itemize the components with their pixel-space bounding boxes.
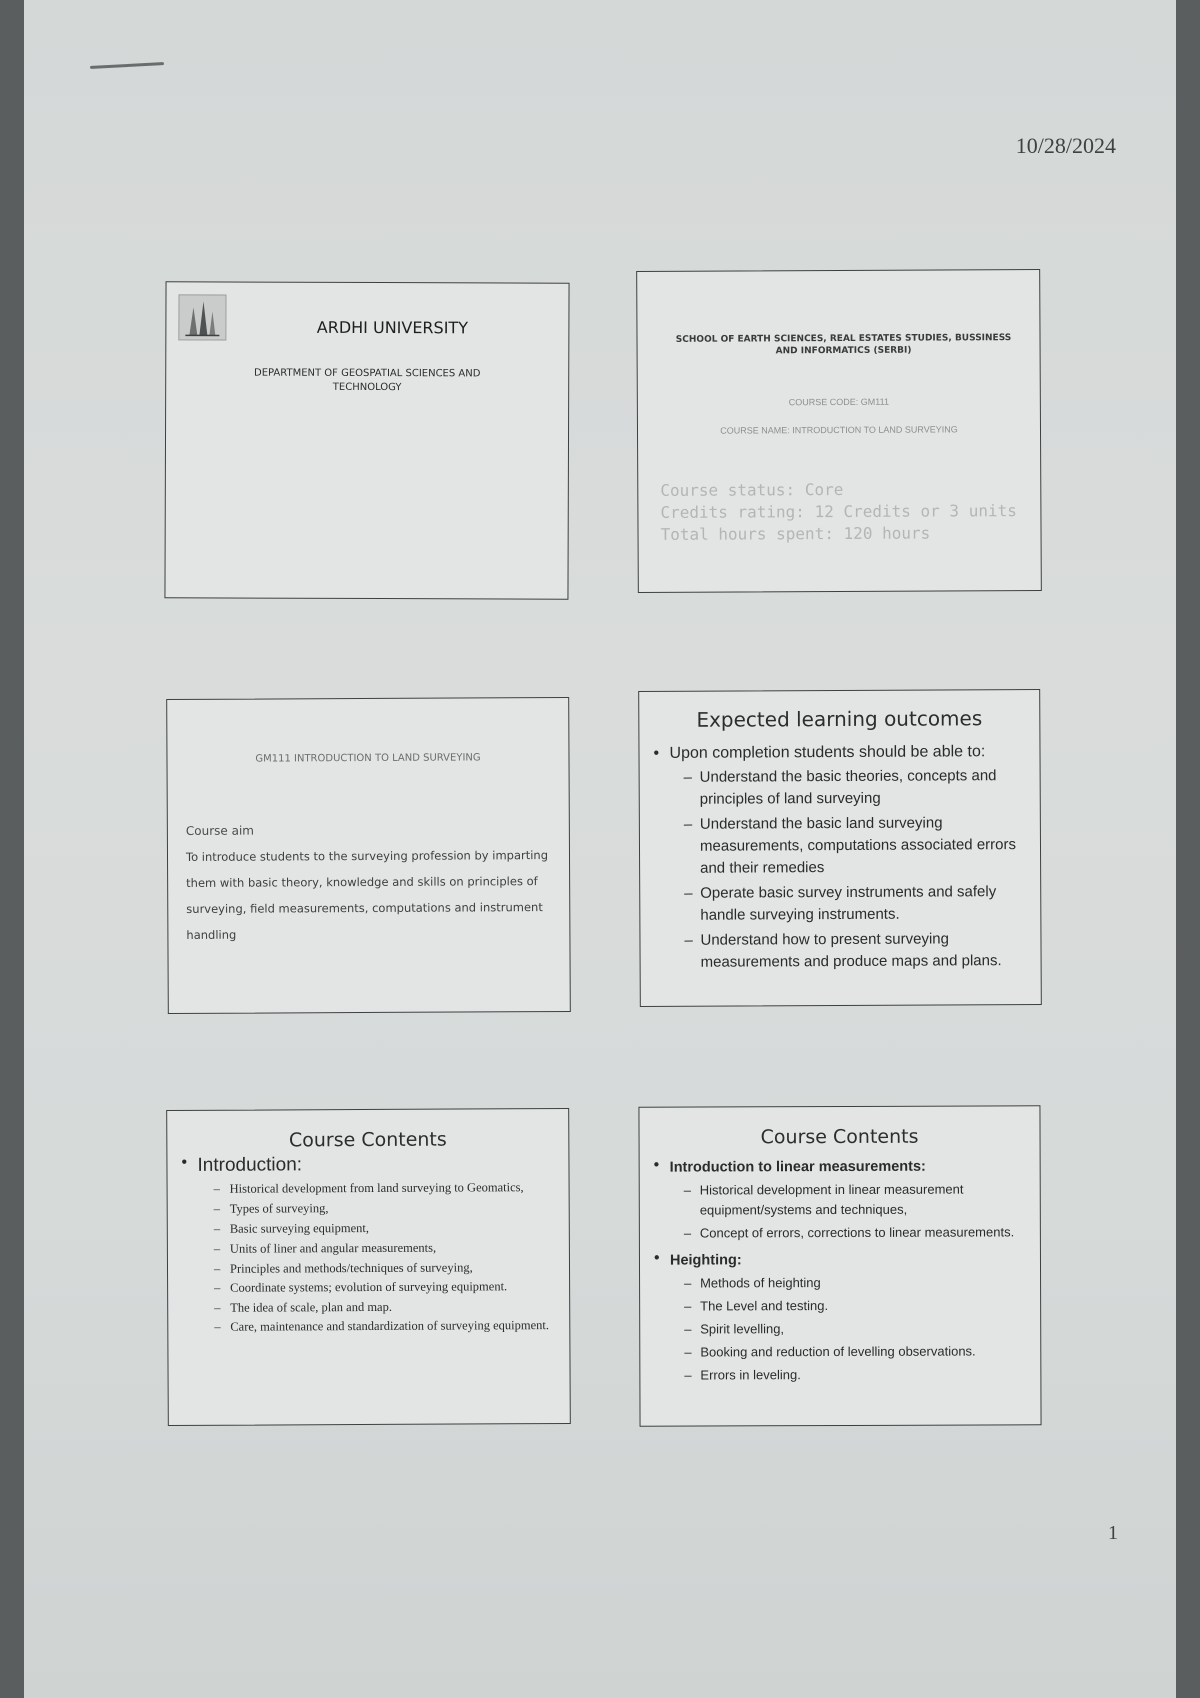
printed-page: [24, 0, 1176, 1698]
section-heading: Heighting:: [669, 1252, 742, 1269]
course-code: COURSE CODE: GM111: [788, 396, 889, 408]
page-number: 1: [1108, 1522, 1118, 1544]
contents-list: [167, 1152, 569, 1337]
content-item: – The Level and testing.: [684, 1295, 1028, 1316]
content-item: – Spirit levelling,: [684, 1318, 1028, 1339]
department-name: DEPARTMENT OF GEOSPATIAL SCIENCES AND TECHNOLOGY: [253, 367, 481, 394]
pen-mark: [90, 62, 164, 69]
contents-list: [640, 1155, 1041, 1385]
slide-heading: Course Contents: [760, 1125, 919, 1149]
content-item: – Concept of errors, corrections to linear measurements.: [684, 1222, 1028, 1243]
course-aim-text: To introduce students to the surveying profession by imparting them with basic theory, knowledge and skills on principles of surveying, field measurements, computations and instrument handling: [185, 848, 549, 942]
content-item: – Types of surveying,: [214, 1197, 557, 1219]
slide-learning-outcomes: [638, 689, 1042, 1007]
content-item: – Historical development from land surveying to Geomatics,: [214, 1178, 557, 1199]
slide-course-contents-1: [166, 1108, 571, 1426]
content-item: – Units of liner and angular measurements,: [214, 1237, 557, 1259]
course-heading: GM111 INTRODUCTION TO LAND SURVEYING: [255, 752, 481, 765]
course-name: COURSE NAME: INTRODUCTION TO LAND SURVEYING: [720, 424, 958, 436]
outcome-item: – Understand how to present surveying measurements and produce maps and plans.: [684, 928, 1028, 974]
outcomes-intro: Upon completion students should be able to:: [669, 743, 986, 762]
content-item: – Historical development in linear measurement equipment/systems and techniques,: [684, 1179, 1028, 1220]
content-item: – Errors in leveling.: [684, 1364, 1028, 1385]
outcome-item: – Operate basic survey instruments and safely handle surveying instruments.: [684, 881, 1028, 927]
section-heading: Introduction to linear measurements:: [669, 1158, 926, 1176]
content-item: – Methods of heighting: [684, 1272, 1028, 1293]
slide-title-university: [164, 281, 569, 599]
slide-heading: Course Contents: [288, 1128, 447, 1152]
credits-rating: Credits rating: 12 Credits or 3 units: [660, 501, 1017, 522]
outcome-item: – Understand the basic land surveying measurements, computations associated errors and their remedies: [684, 812, 1028, 880]
outcome-item: – Understand the basic theories, concepts and principles of land surveying: [684, 765, 1028, 811]
content-item: – The idea of scale, plan and map.: [214, 1296, 557, 1318]
list-item: [654, 1155, 1028, 1243]
course-aim-label: Course aim: [185, 823, 254, 838]
content-item: – Care, maintenance and standardization of surveying equipment.: [214, 1316, 557, 1337]
content-item: – Booking and reduction of levelling observations.: [684, 1341, 1028, 1362]
list-item: [654, 1248, 1028, 1385]
course-status: Course status: Core: [660, 479, 844, 500]
print-date: 10/28/2024: [1015, 133, 1116, 158]
slide-course-aim: [166, 697, 571, 1014]
university-name: ARDHI UNIVERSITY: [316, 317, 469, 338]
total-hours: Total hours spent: 120 hours: [660, 523, 931, 544]
content-item: – Basic surveying equipment,: [214, 1217, 557, 1239]
slide-heading: Expected learning outcomes: [696, 706, 983, 732]
course-details: [660, 478, 1017, 546]
slide-course-contents-2: [638, 1105, 1041, 1426]
list-item: [653, 740, 1028, 974]
content-item: – Principles and methods/techniques of surveying,: [214, 1257, 557, 1279]
school-name: SCHOOL OF EARTH SCIENCES, REAL ESTATES STUDIES, BUSSINESS AND INFORMATICS (SERBI): [675, 333, 1012, 357]
list-item: [181, 1152, 557, 1337]
section-heading: Introduction:: [197, 1154, 303, 1176]
content-item: – Coordinate systems; evolution of surveying equipment.: [214, 1277, 557, 1298]
outcomes-list: [639, 740, 1040, 974]
slide-course-info: [636, 269, 1042, 593]
university-logo: [178, 294, 226, 340]
